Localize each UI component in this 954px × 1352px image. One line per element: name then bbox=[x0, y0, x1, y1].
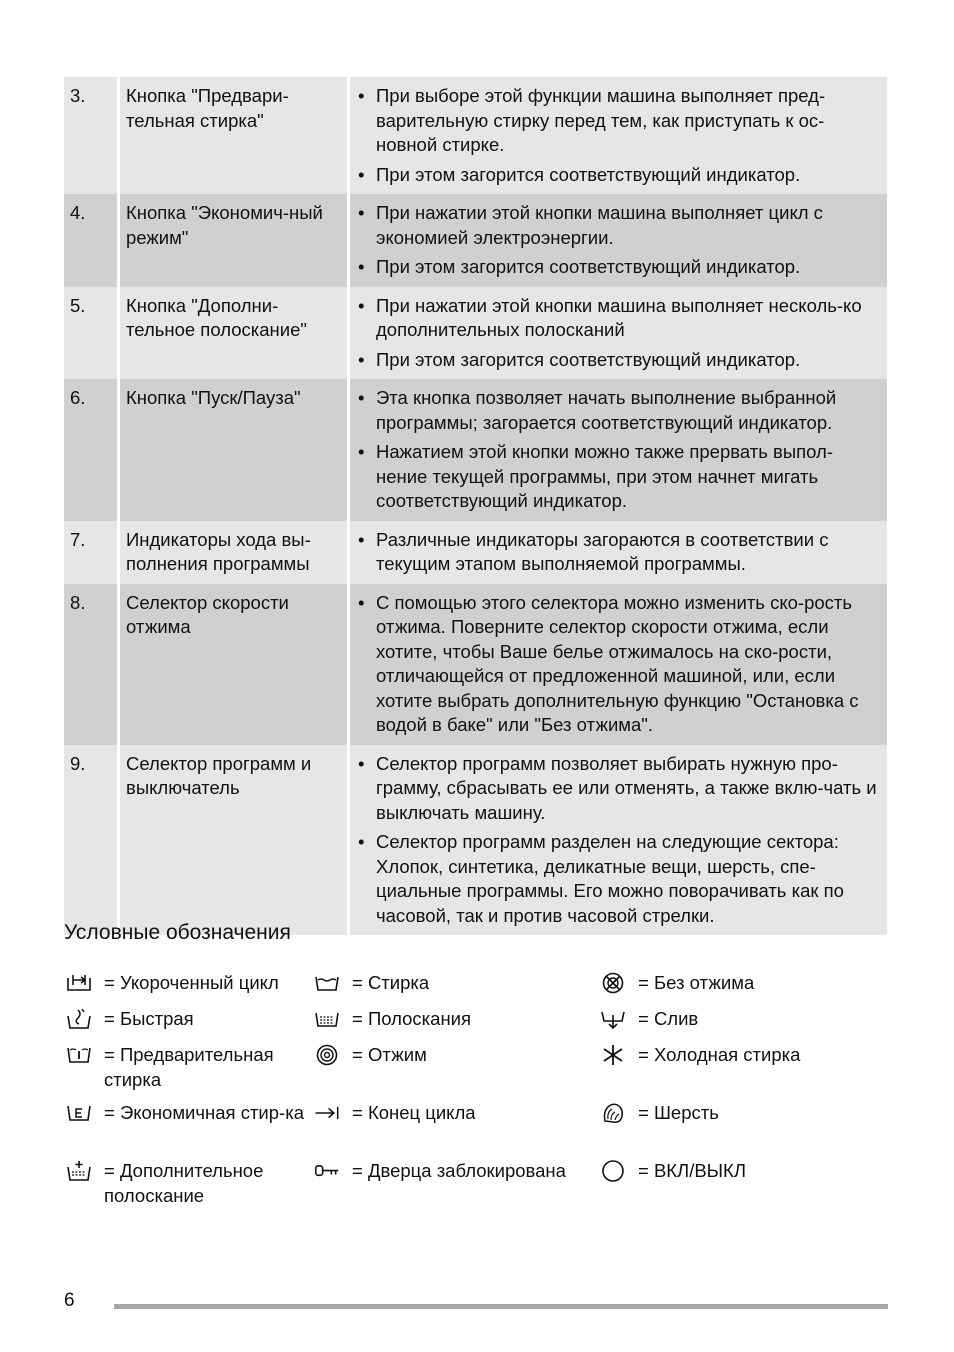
legend-text: = Холодная стирка bbox=[638, 1044, 801, 1065]
end-cycle-icon bbox=[314, 1102, 340, 1124]
legend-item bbox=[600, 1100, 900, 1125]
bullet-item: • При этом загорится соответствующий индикатор. bbox=[356, 255, 877, 280]
legend-text: = Без отжима bbox=[638, 972, 755, 993]
control-description bbox=[350, 584, 887, 745]
bullet-item: • При нажатии этой кнопки машина выполняет цикл с экономией электроэнергии. bbox=[356, 201, 877, 250]
control-name: Кнопка "Дополни-тельное полоскание" bbox=[120, 287, 350, 380]
legend-item bbox=[66, 1042, 306, 1092]
legend-item bbox=[600, 1158, 900, 1183]
control-description bbox=[350, 194, 887, 287]
row-number: 4. bbox=[64, 194, 120, 287]
legend-text: = Быстрая bbox=[104, 1008, 194, 1029]
drain-icon bbox=[600, 1008, 626, 1030]
legend-item bbox=[600, 1006, 900, 1031]
row-number: 8. bbox=[64, 584, 120, 745]
bullet-item: • Селектор программ позволяет выбирать нужную про-грамму, сбрасывать ее или отменять, а также вклю-чать и выключать машину. bbox=[356, 752, 877, 826]
cold-wash-icon bbox=[600, 1044, 626, 1066]
control-name: Селектор программ и выключатель bbox=[120, 745, 350, 936]
legend-text: = Укороченный цикл bbox=[104, 972, 279, 993]
table-row bbox=[64, 745, 887, 936]
control-description bbox=[350, 379, 887, 521]
bullet-item: • Нажатием этой кнопки можно также прервать выпол-нение текущей программы, при этом начнет мигать соответствующий индикатор. bbox=[356, 440, 877, 514]
bullet-item: • При выборе этой функции машина выполняет пред-варительную стирку перед тем, как приступать к ос-новной стирке. bbox=[356, 84, 877, 158]
legend-item bbox=[314, 1006, 594, 1031]
page-number: 6 bbox=[64, 1290, 75, 1311]
control-name: Кнопка "Предвари-тельная стирка" bbox=[120, 77, 350, 194]
legend-text: = ВКЛ/ВЫКЛ bbox=[638, 1160, 746, 1181]
legend-text: = Слив bbox=[638, 1008, 699, 1029]
legend-text: = Дополнительное полоскание bbox=[104, 1160, 264, 1206]
legend-text: = Отжим bbox=[352, 1044, 427, 1065]
table-row bbox=[64, 379, 887, 521]
control-name: Кнопка "Пуск/Пауза" bbox=[120, 379, 350, 521]
extra-rinse-icon bbox=[66, 1160, 92, 1182]
control-description bbox=[350, 287, 887, 380]
legend-text: = Полоскания bbox=[352, 1008, 472, 1029]
legend-item bbox=[66, 970, 306, 995]
bullet-item: • При нажатии этой кнопки машина выполняет несколь-ко дополнительных полосканий bbox=[356, 294, 877, 343]
door-lock-icon bbox=[314, 1160, 340, 1182]
on-off-icon bbox=[600, 1160, 626, 1182]
table-row bbox=[64, 194, 887, 287]
table-row bbox=[64, 77, 887, 194]
legend-text: = Стирка bbox=[352, 972, 430, 993]
table-row bbox=[64, 521, 887, 584]
control-name: Селектор скорости отжима bbox=[120, 584, 350, 745]
controls-table bbox=[64, 77, 887, 935]
bullet-item: • С помощью этого селектора можно изменить ско-рость отжима. Поверните селектор скорости отжима, если хотите, чтобы Ваше белье отжималось на ско-рости, отличающейся от предложенной машиной, или, если хотите выбрать дополнительную функцию "Остановка с водой в баке" или "Без отжима". bbox=[356, 591, 877, 738]
legend-item bbox=[600, 970, 900, 995]
legend-text: = Дверца заблокирована bbox=[352, 1160, 566, 1181]
legend-item bbox=[314, 1042, 594, 1067]
prewash-icon bbox=[66, 1044, 92, 1066]
legend-text: = Конец цикла bbox=[352, 1102, 476, 1123]
bullet-item: • При этом загорится соответствующий индикатор. bbox=[356, 163, 877, 188]
bullet-item: • Эта кнопка позволяет начать выполнение выбранной программы; загорается соответствующий индикатор. bbox=[356, 386, 877, 435]
spin-icon bbox=[314, 1044, 340, 1066]
legend-text: = Шерсть bbox=[638, 1102, 719, 1123]
eco-wash-icon bbox=[66, 1102, 92, 1124]
no-spin-icon bbox=[600, 972, 626, 994]
control-name: Индикаторы хода вы-полнения программы bbox=[120, 521, 350, 584]
legend-item bbox=[314, 970, 594, 995]
control-description bbox=[350, 745, 887, 936]
footer-rule bbox=[114, 1304, 888, 1309]
legend-item bbox=[66, 1100, 306, 1125]
row-number: 5. bbox=[64, 287, 120, 380]
row-number: 6. bbox=[64, 379, 120, 521]
legend-item bbox=[314, 1158, 594, 1183]
wash-tub-icon bbox=[314, 972, 340, 994]
table-row bbox=[64, 287, 887, 380]
control-description bbox=[350, 77, 887, 194]
control-description bbox=[350, 521, 887, 584]
wool-icon bbox=[600, 1102, 626, 1124]
row-number: 3. bbox=[64, 77, 120, 194]
bullet-item: • Селектор программ разделен на следующие сектора: Хлопок, синтетика, деликатные вещи, шерсть, спе-циальные программы. Его можно поворачивать как по часовой, так и против часовой стрелки. bbox=[356, 830, 877, 928]
row-number: 9. bbox=[64, 745, 120, 936]
quick-wash-icon bbox=[66, 1008, 92, 1030]
legend-title: Условные обозначения bbox=[64, 921, 291, 944]
legend-item bbox=[66, 1158, 306, 1208]
bullet-item: • Различные индикаторы загораются в соответствии с текущим этапом выполняемой программы. bbox=[356, 528, 877, 577]
bullet-item: • При этом загорится соответствующий индикатор. bbox=[356, 348, 877, 373]
short-cycle-icon bbox=[66, 972, 92, 994]
legend-item bbox=[600, 1042, 900, 1067]
legend-text: = Предварительная стирка bbox=[104, 1044, 274, 1090]
rinse-icon bbox=[314, 1008, 340, 1030]
legend-item bbox=[66, 1006, 306, 1031]
control-name: Кнопка "Экономич-ный режим" bbox=[120, 194, 350, 287]
legend-item bbox=[314, 1100, 594, 1125]
legend-text: = Экономичная стир-ка bbox=[104, 1102, 304, 1123]
table-row bbox=[64, 584, 887, 745]
row-number: 7. bbox=[64, 521, 120, 584]
